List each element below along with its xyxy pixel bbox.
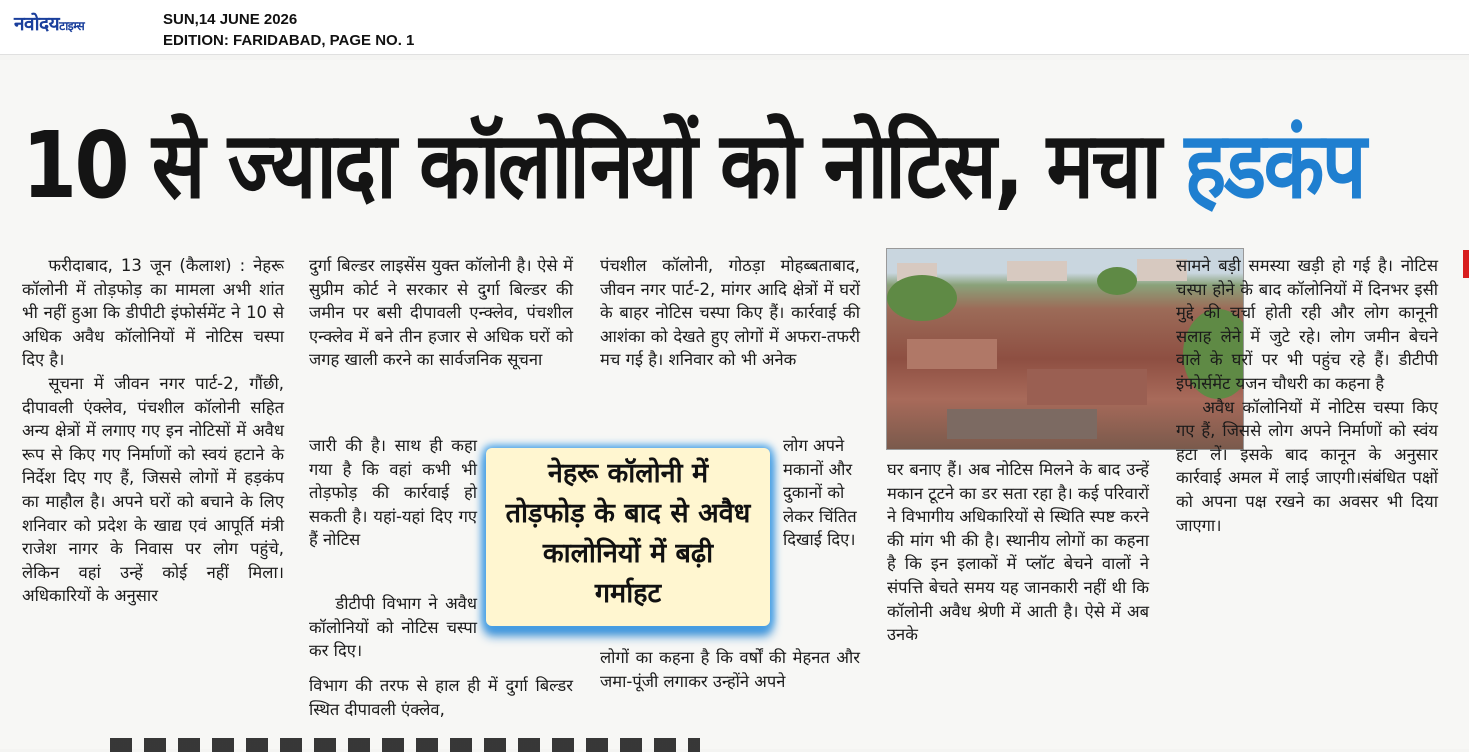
column2-para4: विभाग की तरफ से हाल ही में दुर्गा बिल्डर स्थित दीपावली एंक्लेव, [309,676,573,719]
article-column-2-bottom [309,674,573,721]
column3-para2: लोग अपने मकानों और दुकानों को लेकर चिंतित दिखाई दिए। [783,436,857,550]
photo-roof [1027,369,1147,405]
article-column-1 [22,254,284,608]
article-column-2-lower [309,592,477,663]
photo-building [1007,261,1067,281]
next-headline-cutoff [110,738,700,752]
edition-info [163,9,414,51]
column1-para2: सूचना में जीवन नगर पार्ट-2, गौंछी, दीपावली एंक्लेव, पंचशील कॉलोनी सहित अन्य क्षेत्रों में लगाए गए इन नोटिसों में अवैध रूप से किए गए निर्माणों को स्वयं हटाने के निर्देश दिए गए हैं, जिससे लोगों में हड़कंप का माहौल है। अपने घरों को बचाने के लिए शनिवार को प्रदेश के खाद्य एवं आपूर्ति मंत्री राजेश नागर के निवास पर लोग पहुंचे, लेकिन वहां उन्हें कोई नहीं मिला। अधिकारियों के अनुसार [22,373,284,606]
column1-para1: फरीदाबाद, 13 जून (कैलाश) : नेहरू कॉलोनी में तोड़फोड़ का मामला अभी शांत भी नहीं हुआ कि डीपीटी इंफोर्समेंट ने 10 से अधिक अवैध कॉलोनियों में नोटिस चस्पा दिए है। [22,256,284,370]
article-column-3-narrow [783,434,863,552]
edition-page: EDITION: FARIDABAD, PAGE NO. 1 [163,32,415,49]
column2-para2: जारी की है। साथ ही कहा गया है कि वहां कभी भी तोड़फोड़ की कार्रवाई हो सकती है। यहां-यहां दिए गए हैं नोटिस [309,436,477,550]
column5-para1: सामने बड़ी समस्या खड़ी हो गई है। नोटिस चस्पा होने के बाद कॉलोनियों में दिनभर इसी मुद्दे की चर्चा होती रही और लोग कानूनी सलाह लेने में जुटे रहे। लोग जमीन बेचने वाले के घरों पर भी पहुंच रहे हैं। डीटीपी इंफोर्समेंट यजन चौधरी का कहना है [1176,256,1438,393]
newspaper-logo[interactable] [14,10,84,36]
pull-quote-text [486,454,770,614]
logo-sub-text: टाइम्स [59,19,85,33]
pull-quote-line: कालोनियों में बढ़ी [542,538,714,569]
pull-quote-line: तोड़फोड़ के बाद से अवैध [505,498,751,529]
edge-red-mark [1463,250,1469,278]
headline-highlight: हडकंप [1184,112,1365,219]
masthead-bar [0,0,1469,55]
article-column-3-top [600,254,860,372]
photo-tree [1097,267,1137,295]
article-column-5 [1176,254,1438,537]
article-column-3-bottom [600,646,860,693]
column2-para1: दुर्गा बिल्डर लाइसेंस युक्त कॉलोनी है। ऐसे में सुप्रीम कोर्ट ने सरकार से दुर्गा बिल्डर की जमीन पर बसी दीपावली एन्क्लेव, पंचशील एन्क्लेव में बने तीन हजार से अधिक घरों को जगह खाली करने का सार्वजनिक सूचना [309,256,573,370]
photo-roof [947,409,1097,439]
column2-para3: डीटीपी विभाग ने अवैध कॉलोनियों को नोटिस चस्पा कर दिए। [309,594,477,661]
photo-tree [887,275,957,321]
pull-quote-line: गर्माहट [594,578,662,609]
pull-quote-line: नेहरू कॉलोनी में [547,458,709,489]
article-column-2-top [309,254,573,372]
pull-quote-box [486,448,770,626]
column3-para1: पंचशील कॉलोनी, गोठड़ा मोहब्बताबाद, जीवन नगर पार्ट-2, मांगर आदि क्षेत्रों में घरों के बाहर नोटिस चस्पा किए हैं। कार्रवाई की आशंका को देखते हुए लोगों में अफरा-तफरी मच गई है। शनिवार को भी अनेक [600,256,860,370]
column3-para3: लोगों का कहना है कि वर्षों की मेहनत और जमा-पूंजी लगाकर उन्होंने अपने [600,648,860,691]
photo-roof [907,339,997,369]
column5-para2: अवैध कॉलोनियों में नोटिस चस्पा किए गए हैं, जिससे लोग अपने निर्माणों को स्वंय हटा लें। इसके बाद कानून के अनुसार कार्रवाई अमल में लाई जाएगी।संबंधित पक्षों को अपना पक्ष रखने का अवसर भी दिया जाएगा। [1176,397,1438,535]
column4-para1: घर बनाए हैं। अब नोटिस मिलने के बाद उन्हें मकान टूटने का डर सता रहा है। कई परिवारों ने विभागीय अधिकारियों से स्थिति स्पष्ट करने की मांग भी की है। स्थानीय लोगों का कहना है कि इन इलाकों में प्लॉट बेचने वालों ने संपत्ति बेचते समय यह जानकारी नहीं थी कि कॉलोनी अवैध श्रेणी में आती है। ऐसे में अब उनके [887,460,1149,645]
headline [22,96,1365,236]
article-column-2-mid [309,434,477,552]
headline-main: 10 से ज्यादा कॉलोनियों को नोटिस, मचा [22,112,1185,219]
article-column-4 [887,458,1149,647]
edition-date: SUN,14 JUNE 2026 [163,11,298,28]
logo-main-text: नवोदय [14,13,60,35]
